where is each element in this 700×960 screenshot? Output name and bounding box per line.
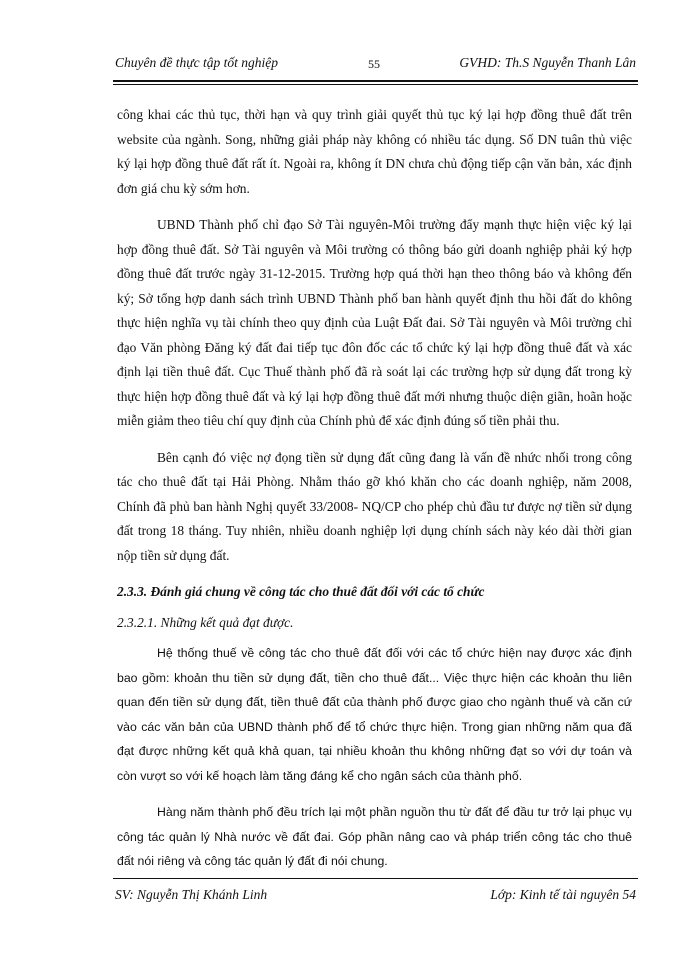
paragraph-4: Hệ thống thuế về công tác cho thuê đất đối với các tổ chức hiện nay được xác định bao gồm: khoản thu tiền sử dụng đất, tiền cho thuê đất... Việc thực hiện các khoản thu liên quan đến tiền sử dụng đất, tiền thuê đất của thành phố được giao cho ngành thuế và căn cứ vào các văn bản của UBND thành phố để tổ chức thực hiện. Trong gian những năm qua đã đạt được những kết quả khả quan, tại nhiều khoản thu không những đạt so với dự toán và còn vượt so với kế hoạch làm tăng đáng kể cho ngân sách của thành phố.: [117, 646, 632, 783]
page-number: 55: [368, 57, 380, 71]
page-footer: [113, 878, 638, 909]
header-title: Chuyên đề thực tập tốt nghiệp: [115, 55, 278, 70]
paragraph-2: UBND Thành phố chỉ đạo Sở Tài nguyên-Môi trường đẩy mạnh thực hiện việc ký lại hợp đồng thuê đất. Sở Tài nguyên và Môi trường có thông báo gửi doanh nghiệp phải ký hợp đồng thuê đất trước ngày 31-12-2015. Trường hợp quá thời hạn theo thông báo và không đến ký; Sở tổng hợp danh sách trình UBND Thành phố ban hành quyết định thu hồi đất do không thực hiện nghĩa vụ tài chính theo quy định của Luật Đất đai. Sở Tài nguyên và Môi trường chỉ đạo Văn phòng Đăng ký đất đai tiếp tục đôn đốc các tổ chức ký lại hợp đồng thuê đất và xác định lại tiền thuê đất. Cục Thuế thành phố đã rà soát lại các trường hợp sử dụng đất trong kỳ thực hiện hợp đồng thuê đất và ký lại hợp đồng thuê đất mới nhưng thuộc diện giãn, hoãn hoặc miễn giảm theo tiêu chí quy định của Chính phủ để xác định đúng số tiền phải thu.: [117, 217, 632, 428]
footer-class: Lớp: Kinh tế tài nguyên 54: [490, 887, 636, 902]
paragraph-3: Bên cạnh đó việc nợ đọng tiền sử dụng đất cũng đang là vấn đề nhức nhối trong công tác cho thuê đất tại Hải Phòng. Nhằm tháo gỡ khó khăn cho các doanh nghiệp, năm 2008, Chính đã phủ ban hành Nghị quyết 33/2008- NQ/CP cho phép chủ đầu tư được nợ tiền sử dụng đất trong 18 tháng. Tuy nhiên, nhiều doanh nghiệp lợi dụng chính sách này kéo dài thời gian nộp tiền sử dụng đất.: [117, 449, 632, 563]
section-heading: 2.3.3. Đánh giá chung về công tác cho thuê đất đối với các tổ chức: [117, 584, 485, 599]
paragraph-5: Hàng năm thành phố đều trích lại một phần nguồn thu từ đất để đầu tư trở lại phục vụ công tác quản lý Nhà nước về đất đai. Góp phần nâng cao và pháp triển công tác cho thuê đất nói riêng và công tác quản lý đất đi nói chung.: [117, 805, 632, 868]
header-advisor: GVHD: Th.S Nguyễn Thanh Lân: [459, 55, 636, 70]
page-header: [113, 50, 638, 82]
subsection-heading: 2.3.2.1. Những kết quả đạt được.: [117, 614, 294, 630]
page-body: [117, 103, 632, 886]
paragraph-1: công khai các thủ tục, thời hạn và quy trình giải quyết thủ tục ký lại hợp đồng thuê đất trên website của ngành. Song, những giải pháp này không có nhiều tác dụng. Số DN tuân thủ việc ký lại hợp đồng thuê đất rất ít. Ngoài ra, không ít DN chưa chủ động tiếp cận văn bản, xác định đơn giá chu kỳ sớm hơn.: [117, 107, 632, 196]
footer-student: SV: Nguyễn Thị Khánh Linh: [115, 887, 268, 902]
